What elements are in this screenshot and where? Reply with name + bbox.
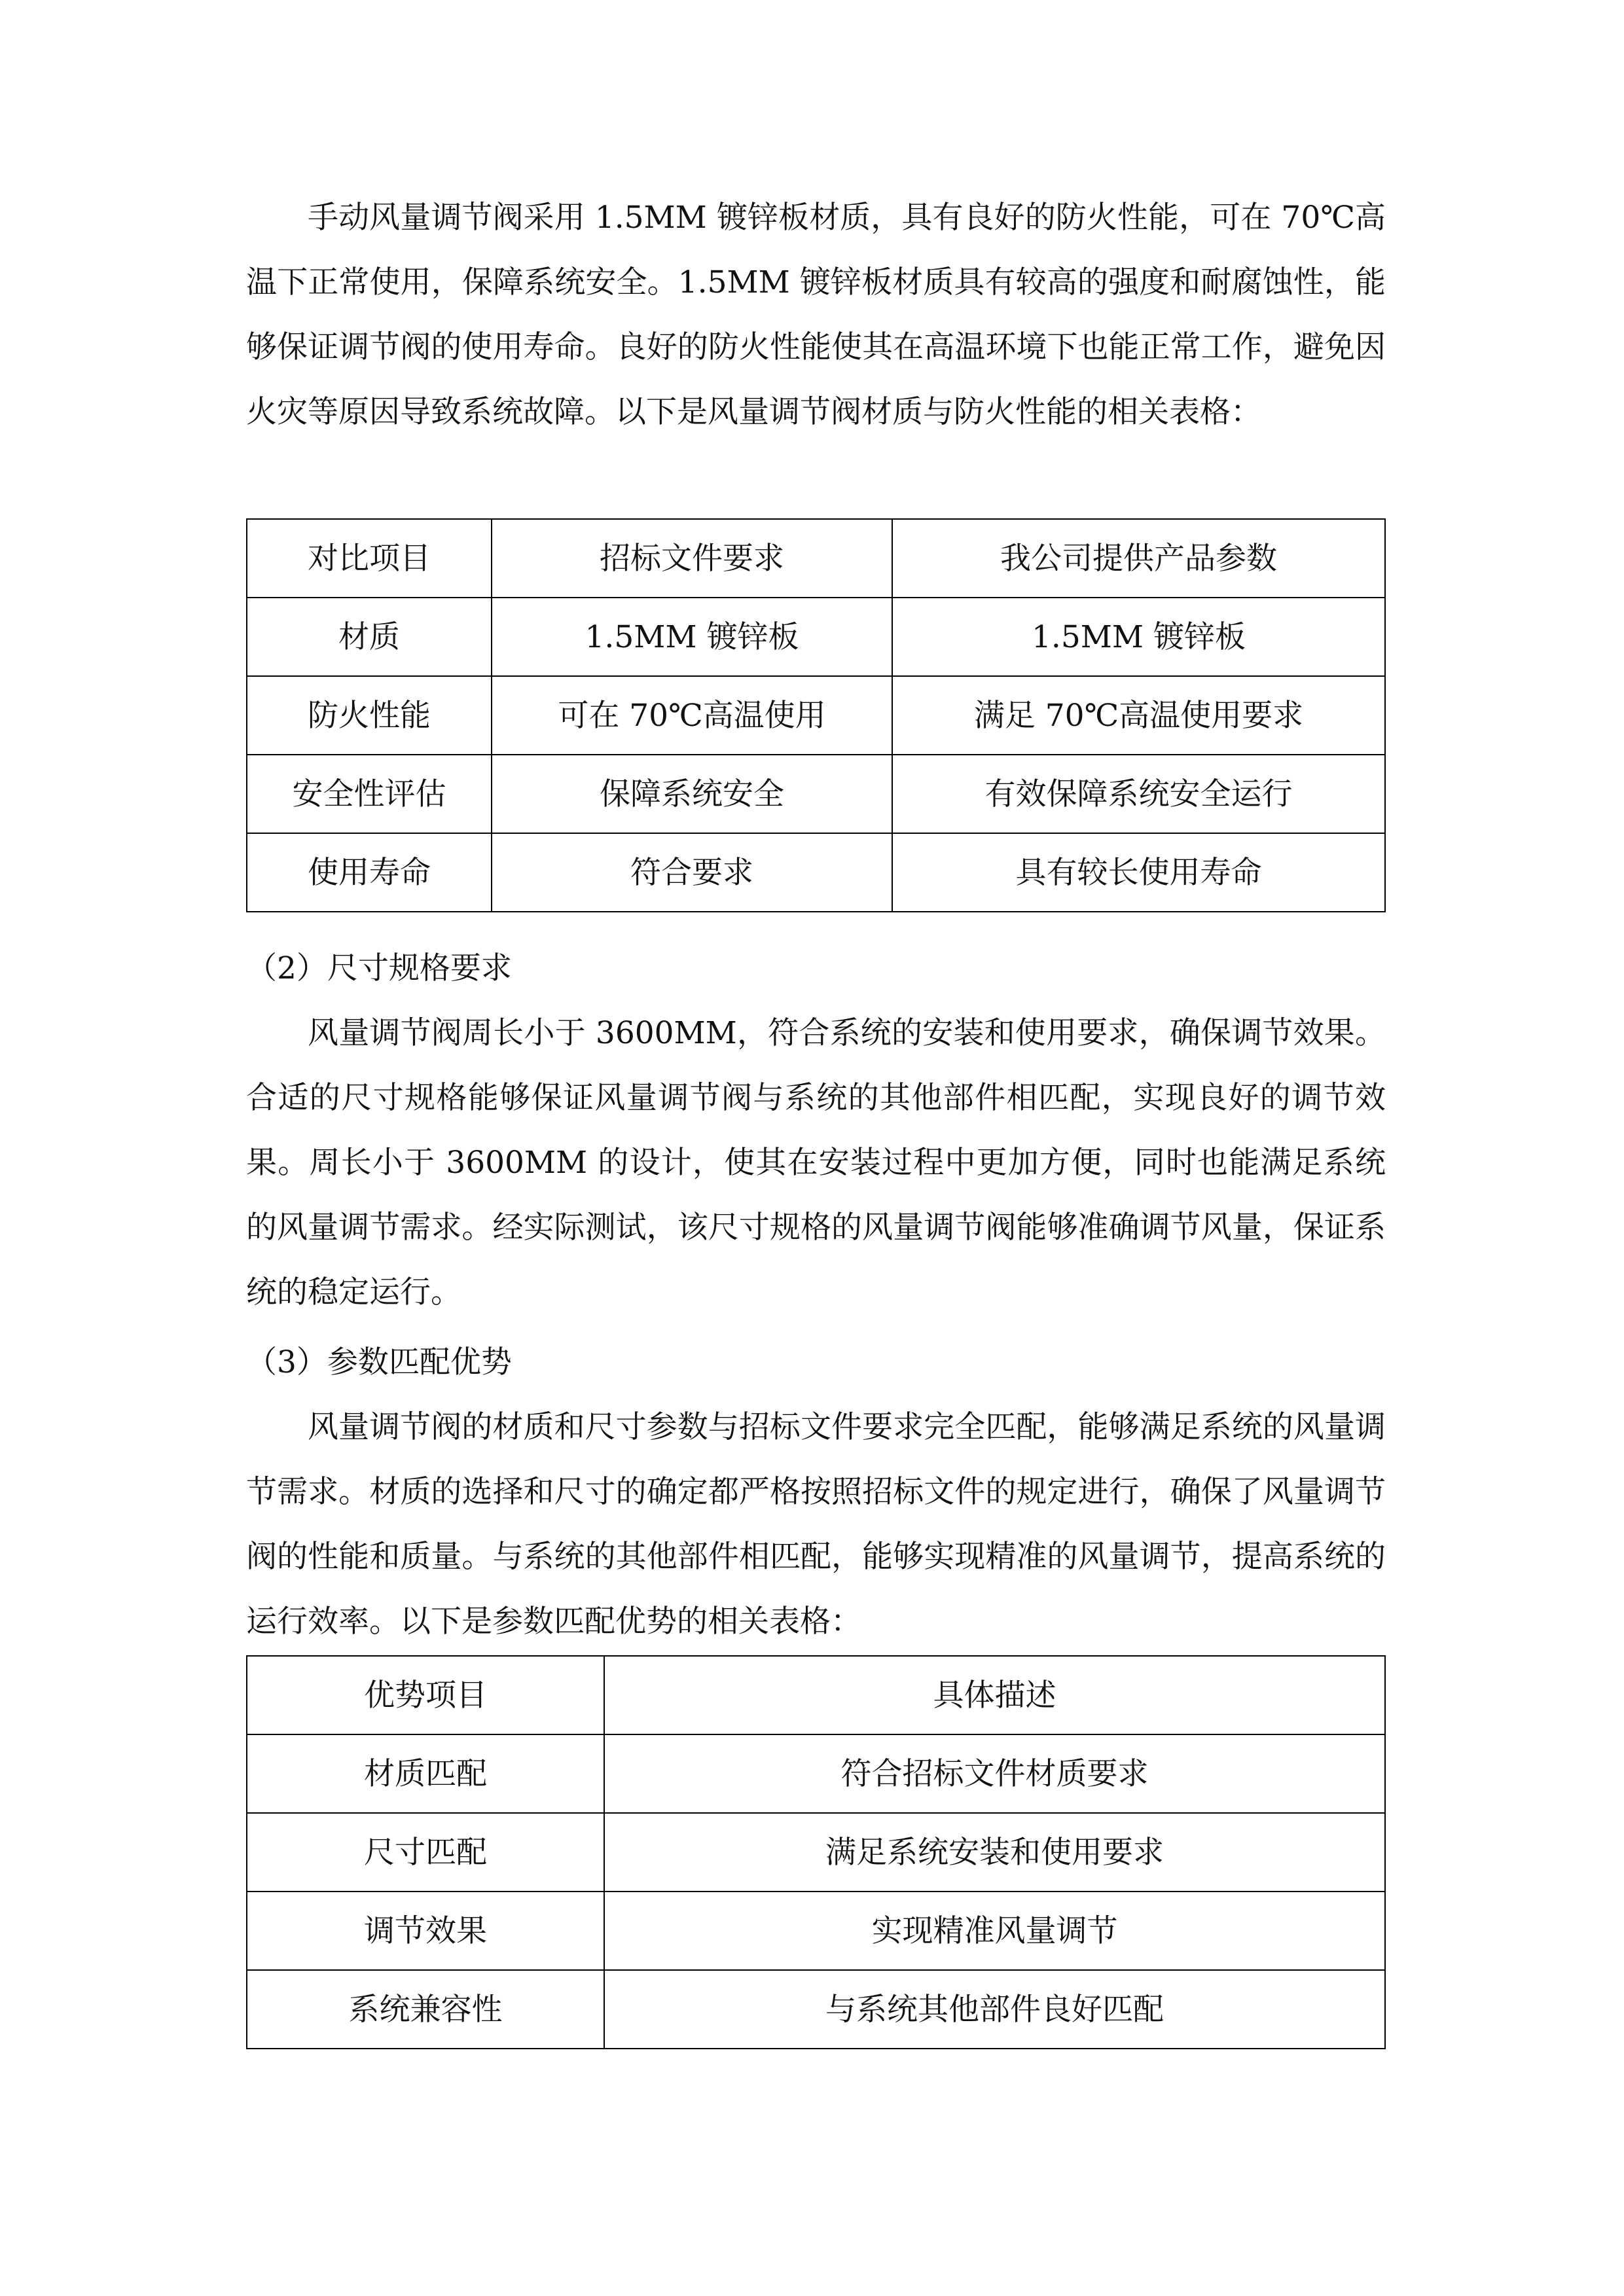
table-cell: 可在 70℃高温使用 [492,676,892,755]
table-row [247,755,1385,833]
table-cell: 尺寸匹配 [247,1813,604,1892]
table-header-row [247,1656,1385,1734]
paragraph-size: 风量调节阀周长小于 3600MM，符合系统的安装和使用要求，确保调节效果。合适的尺寸规格能够保证风量调节阀与系统的其他部件相匹配，实现良好的调节效果。周长小于 3600MM 的设计，使其在安装过程中更加方便，同时也能满足系统的风量调节需求。经实际测试，该尺寸规格的风量调节阀能够准确调节风量，保证系统的稳定运行。 [246,1015,1386,1310]
table-row [247,1970,1385,2049]
advantage-table [246,1655,1386,2049]
paragraph-params: 风量调节阀的材质和尺寸参数与招标文件要求完全匹配，能够满足系统的风量调节需求。材质的选择和尺寸的确定都严格按照招标文件的规定进行，确保了风量调节阀的性能和质量。与系统的其他部件相匹配，能够实现精准的风量调节，提高系统的运行效率。以下是参数匹配优势的相关表格： [246,1409,1386,1640]
table-cell: 系统兼容性 [247,1970,604,2049]
table-cell: 具有较长使用寿命 [892,833,1385,912]
table-row [247,833,1385,912]
table-row [247,676,1385,755]
table-cell: 材质匹配 [247,1734,604,1813]
table-cell: 满足系统安装和使用要求 [604,1813,1385,1892]
table-cell: 调节效果 [247,1892,604,1970]
header-cell: 优势项目 [247,1656,604,1734]
table-cell: 满足 70℃高温使用要求 [892,676,1385,755]
header-cell: 招标文件要求 [492,519,892,598]
material-fire-table [246,518,1386,912]
section-1 [246,185,1386,444]
section-heading: （3）参数匹配优势 [246,1344,512,1380]
header-cell: 对比项目 [247,519,492,598]
table-cell: 实现精准风量调节 [604,1892,1385,1970]
table-cell: 与系统其他部件良好匹配 [604,1970,1385,2049]
section-2 [246,936,1386,1325]
section-heading: （2）尺寸规格要求 [246,950,512,986]
table-row [247,1813,1385,1892]
table-cell: 使用寿命 [247,833,492,912]
header-cell: 我公司提供产品参数 [892,519,1385,598]
table-row [247,1734,1385,1813]
table-cell: 1.5MM 镀锌板 [892,598,1385,676]
table-cell: 符合要求 [492,833,892,912]
section-3 [246,1330,1386,1654]
table-cell: 有效保障系统安全运行 [892,755,1385,833]
table-cell: 安全性评估 [247,755,492,833]
table-row [247,1892,1385,1970]
table-cell: 1.5MM 镀锌板 [492,598,892,676]
header-cell: 具体描述 [604,1656,1385,1734]
table-cell: 防火性能 [247,676,492,755]
paragraph-material: 手动风量调节阀采用 1.5MM 镀锌板材质，具有良好的防火性能，可在 70℃高温下正常使用，保障系统安全。1.5MM 镀锌板材质具有较高的强度和耐腐蚀性，能够保证调节阀的使用寿命。良好的防火性能使其在高温环境下也能正常工作，避免因火灾等原因导致系统故障。以下是风量调节阀材质与防火性能的相关表格： [246,200,1386,430]
table-cell: 保障系统安全 [492,755,892,833]
table-header-row [247,519,1385,598]
table-row [247,598,1385,676]
table-cell: 符合招标文件材质要求 [604,1734,1385,1813]
table-cell: 材质 [247,598,492,676]
